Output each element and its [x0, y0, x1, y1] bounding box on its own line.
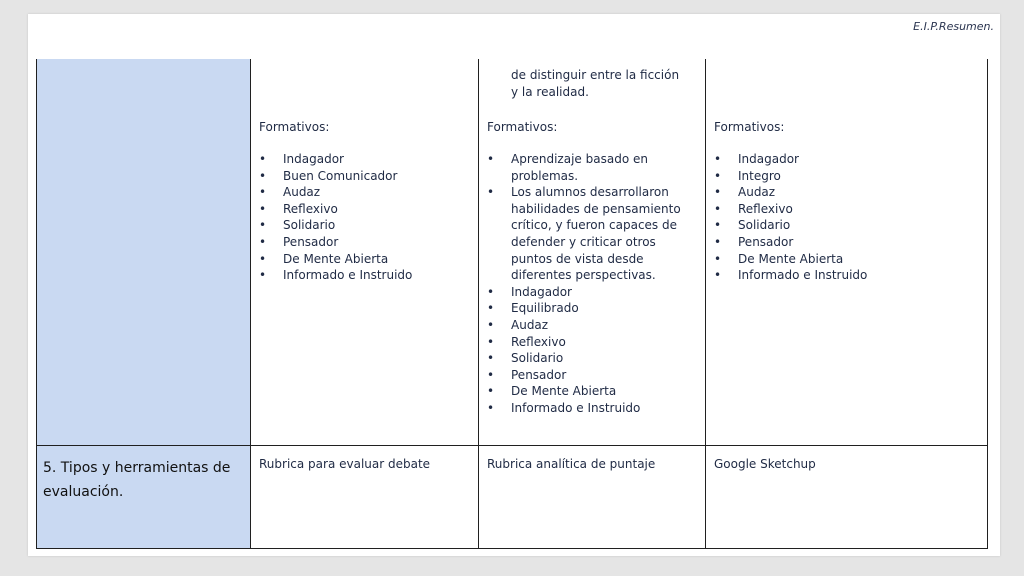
evaluation-table [36, 59, 988, 549]
list-item: • De Mente Abierta [738, 251, 979, 268]
list-item: • Reflexivo [738, 201, 979, 218]
evaluation-tool-2: Rubrica analítica de puntaje [487, 457, 656, 471]
list-item: • Integro [738, 168, 979, 185]
list-item: • Audaz [511, 317, 697, 334]
list-item: • De Mente Abierta [511, 383, 697, 400]
col3-bullet-list [714, 151, 979, 284]
evaluation-tool-3: Google Sketchup [714, 457, 816, 471]
list-item: • Audaz [738, 184, 979, 201]
col3-heading: Formativos: [714, 120, 785, 134]
bottom-cell-col2 [479, 445, 706, 549]
col2-heading: Formativos: [487, 120, 558, 134]
list-item: • Pensador [511, 367, 697, 384]
list-item: • Pensador [738, 234, 979, 251]
top-cell-col3 [706, 59, 988, 445]
left-column-top [36, 59, 251, 445]
list-item: • Informado e Instruido [283, 267, 470, 284]
bottom-cell-col1 [251, 445, 479, 549]
evaluation-tool-1: Rubrica para evaluar debate [259, 457, 431, 471]
col1-heading: Formativos: [259, 120, 330, 134]
col2-intro [487, 67, 697, 101]
list-item: • Solidario [738, 217, 979, 234]
list-item: • Audaz [283, 184, 470, 201]
bottom-cell-col3 [706, 445, 988, 549]
top-cell-col2 [479, 59, 706, 445]
list-item: • Informado e Instruido [738, 267, 979, 284]
page-header: E.I.P.Resumen. [913, 20, 994, 33]
list-item: • Informado e Instruido [511, 400, 697, 417]
list-item: • Solidario [283, 217, 470, 234]
left-column-bottom [36, 445, 251, 549]
list-item: • Indagador [283, 151, 470, 168]
document-page [28, 14, 1000, 556]
list-item: • Buen Comunicador [283, 168, 470, 185]
list-item: • Equilibrado [511, 300, 697, 317]
row-label: 5. Tipos y herramientas de evaluación. [43, 460, 231, 500]
list-item: • Solidario [511, 350, 697, 367]
list-item: • Indagador [738, 151, 979, 168]
list-item: • Los alumnos desarrollaron habilidades de pensamiento crítico, y fueron capaces de defender y criticar otros puntos de vista desde diferentes perspectivas. [511, 184, 697, 284]
top-cell-col1 [251, 59, 479, 445]
col2-bullet-list [487, 151, 697, 417]
list-item: • Pensador [283, 234, 470, 251]
col1-bullet-list [259, 151, 470, 284]
intro-line: de distinguir entre la ficción [511, 68, 680, 82]
list-item: • Reflexivo [283, 201, 470, 218]
list-item: • Reflexivo [511, 334, 697, 351]
list-item: • De Mente Abierta [283, 251, 470, 268]
intro-line: y la realidad. [511, 85, 589, 99]
list-item: • Indagador [511, 284, 697, 301]
list-item: • Aprendizaje basado en problemas. [511, 151, 697, 184]
